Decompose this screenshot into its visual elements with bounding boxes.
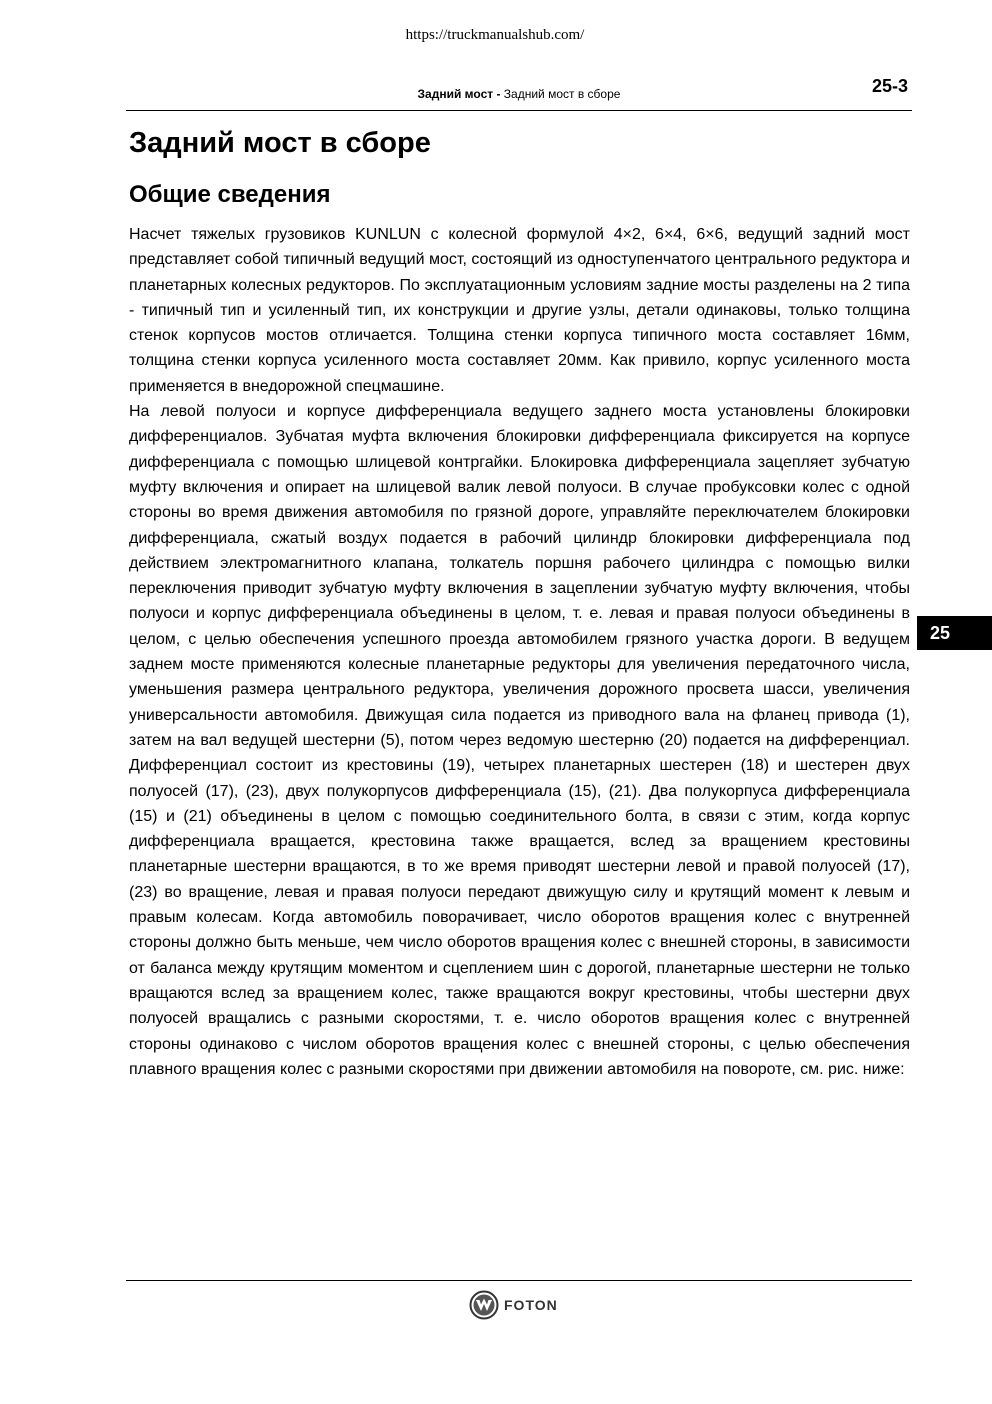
running-header-section: Задний мост -	[417, 87, 501, 101]
foton-wordmark: FOTON	[504, 1297, 558, 1313]
paragraph-overview: Насчет тяжелых грузовиков KUNLUN с колесной формулой 4×2, 6×4, 6×6, ведущий задний мост представляет собой типичный ведущий мост, состоящий из одноступенчатого центрального редуктора и планетарных колесных редукторов. По эксплуатационным условиям задние мосты разделены на 2 типа - типичный тип и усиленный тип, их конструкции и другие узлы, детали одинаковы, только толщина стенок корпусов мостов отличается. Толщина стенки корпуса типичного моста составляет 16мм, толщина стенки корпуса усиленного моста составляет 20мм. Как привило, корпус усиленного моста применяется в внедорожной спецмашине.	[129, 226, 910, 395]
foton-logo	[469, 1287, 575, 1323]
running-header	[128, 87, 910, 101]
page-number: 25-3	[871, 76, 908, 96]
header-divider	[126, 110, 912, 111]
chapter-tab: 25	[917, 616, 992, 650]
foton-emblem-icon	[469, 1290, 499, 1320]
paragraph-differential-lock: На левой полуоси и корпусе дифференциала ведущего заднего моста установлены блокировки дифференциалов. Зубчатая муфта включения блокировки дифференциала фиксируется на корпусе дифференциала с помощью шлицевой контргайки. Блокировка дифференциала зацепляет зубчатую муфту включения и опирает на шлицевой валик левой полуоси. В случае пробуксовки колес с одной стороны во время движения автомобиля по грязной дороге, управляйте переключателем блокировки дифференциала, сжатый воздух подается в рабочий цилиндр блокировки дифференциала под действием электромагнитного клапана, толкатель поршня рабочего цилиндра с помощью вилки переключения приводит зубчатую муфту включения в зацеплении зубчатую муфту включения, чтобы полуоси и корпус дифференциала объединены в целом, т. е. левая и правая полуоси объединены в целом, с целью обеспечения успешного проезда автомобилем грязного участка дороги. В ведущем заднем мосте применяются колесные планетарные редукторы для увеличения передаточного числа, уменьшения размера центрального редуктора, увеличения дорожного просвета шасси, увеличения универсальности автомобиля. Движущая сила подается из приводного вала на фланец привода (1), затем на вал ведущей шестерни (5), потом через ведомую шестерню (20) подается на дифференциал. Дифференциал состоит из крестовины (19), четырех планетарных шестерен (18) и шестерен двух полуосей (17), (23), двух полукорпусов дифференциала (15), (21). Два полукорпуса дифференциала (15) и (21) объединены в целом с помощью соединительного болта, в связи с этим, когда корпус дифференциала вращается, крестовина также вращается, вслед за вращением крестовины планетарные шестерни вращаются, в то же время приводят шестерни левой и правой полуосей (17), (23) во вращение, левая и правая полуоси передают движущую силу и крутящий момент к левым и правым колесам. Когда автомобиль поворачивает, число оборотов вращения колес с внутренней стороны должно быть меньше, чем число оборотов вращения колес с внешней стороны, в зависимости от баланса между крутящим моментом и сцеплением шин с дорогой, планетарные шестерни не только вращаются вслед за вращением колес, также вращаются вокруг крестовины, чтобы шестерни двух полуосей вращались с разными скоростями, т. е. число оборотов вращения колес с внутренней стороны одинаково с числом оборотов вращения колес с внешней стороны, с целью обеспечения плавного вращения колес с разными скоростями при движении автомобиля на повороте, см. рис. ниже:	[129, 403, 910, 1078]
running-header-subsection: Задний мост в сборе	[503, 87, 621, 101]
body-text	[129, 222, 910, 1082]
footer-divider	[126, 1280, 912, 1281]
section-heading: Общие сведения	[129, 181, 331, 208]
source-url: https://truckmanualshub.com/	[405, 27, 585, 43]
page-title: Задний мост в сборе	[129, 127, 431, 159]
